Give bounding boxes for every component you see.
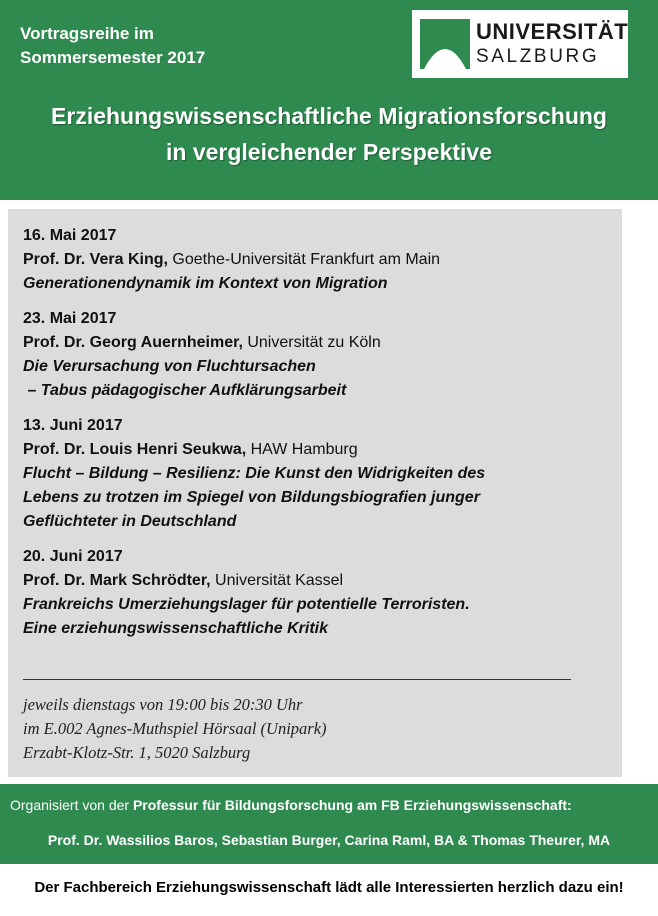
talk-date: 23. Mai 2017 bbox=[23, 310, 117, 327]
university-logo bbox=[412, 10, 628, 78]
talk-speaker: Prof. Dr. Louis Henri Seukwa, bbox=[23, 441, 247, 458]
organizer-members: Prof. Dr. Wassilios Baros, Sebastian Burger, Carina Raml, BA & Thomas Theurer, MA bbox=[47, 832, 611, 848]
talk-topic-line: Die Verursachung von Fluchtursachen bbox=[23, 358, 316, 375]
talk-date: 13. Juni 2017 bbox=[23, 417, 123, 434]
page-title bbox=[0, 98, 658, 170]
talk-topic-line: Frankreichs Umerziehungslager für potentielle Terroristen. bbox=[23, 596, 470, 613]
invitation-text: Der Fachbereich Erziehungswissenschaft lädt alle Interessierten herzlich dazu ein! bbox=[34, 879, 624, 896]
talk-topic-line: Generationendynamik im Kontext von Migration bbox=[23, 275, 388, 292]
talk-item bbox=[23, 414, 613, 534]
organizer-line bbox=[10, 797, 572, 813]
series-line-1: Vortragsreihe im bbox=[20, 24, 154, 43]
title-line-2: in vergleichender Perspektive bbox=[166, 139, 492, 165]
talk-topic bbox=[23, 272, 613, 296]
talk-list bbox=[23, 224, 613, 652]
talk-item bbox=[23, 545, 613, 641]
logo-line-2: SALZBURG bbox=[476, 46, 600, 67]
venue-time: jeweils dienstags von 19:00 bis 20:30 Uhr bbox=[23, 695, 303, 714]
talk-date: 20. Juni 2017 bbox=[23, 548, 123, 565]
program-panel bbox=[0, 200, 632, 784]
talk-affiliation: Goethe-Universität Frankfurt am Main bbox=[167, 251, 441, 268]
talk-topic-line: Eine erziehungswissenschaftliche Kritik bbox=[23, 620, 328, 637]
program-box bbox=[8, 209, 622, 777]
talk-speaker: Prof. Dr. Georg Auernheimer, bbox=[23, 334, 243, 351]
logo-line-1: UNIVERSITÄT bbox=[476, 19, 629, 44]
talk-speaker-line bbox=[23, 331, 613, 355]
talk-date: 16. Mai 2017 bbox=[23, 227, 117, 244]
talk-item bbox=[23, 224, 613, 296]
series-line-2: Sommersemester 2017 bbox=[20, 48, 206, 67]
talk-speaker-line bbox=[23, 569, 613, 593]
talk-item bbox=[23, 307, 613, 403]
talk-topic-line: Geflüchteter in Deutschland bbox=[23, 513, 237, 530]
divider-line bbox=[23, 679, 571, 680]
talk-topic-line: Lebens zu trotzen im Spiegel von Bildungsbiografien junger bbox=[23, 489, 480, 506]
series-label bbox=[20, 22, 205, 70]
organizer-name: Professur für Bildungsforschung am FB Erziehungswissenschaft: bbox=[132, 797, 572, 813]
venue-info bbox=[23, 693, 327, 765]
header-banner bbox=[0, 0, 658, 200]
organizer-banner bbox=[0, 784, 658, 864]
talk-topic-line: – Tabus pädagogischer Aufklärungsarbeit bbox=[23, 382, 347, 399]
talk-affiliation: Universität zu Köln bbox=[242, 334, 381, 351]
talk-affiliation: Universität Kassel bbox=[210, 572, 344, 589]
logo-arch-icon bbox=[420, 19, 470, 69]
talk-speaker: Prof. Dr. Mark Schrödter, bbox=[23, 572, 211, 589]
talk-speaker-line bbox=[23, 438, 613, 462]
talk-topic bbox=[23, 593, 613, 641]
talk-topic-line: Flucht – Bildung – Resilienz: Die Kunst den Widrigkeiten des bbox=[23, 465, 486, 482]
talk-topic bbox=[23, 462, 613, 534]
organizer-prefix: Organisiert von der bbox=[10, 797, 133, 813]
talk-affiliation: HAW Hamburg bbox=[246, 441, 358, 458]
talk-speaker-line bbox=[23, 248, 613, 272]
venue-address: Erzabt-Klotz-Str. 1, 5020 Salzburg bbox=[23, 743, 251, 762]
talk-topic bbox=[23, 355, 613, 403]
title-line-1: Erziehungswissenschaftliche Migrationsforschung bbox=[51, 103, 607, 129]
talk-speaker: Prof. Dr. Vera King, bbox=[23, 251, 168, 268]
venue-room: im E.002 Agnes-Muthspiel Hörsaal (Unipark) bbox=[23, 719, 327, 738]
